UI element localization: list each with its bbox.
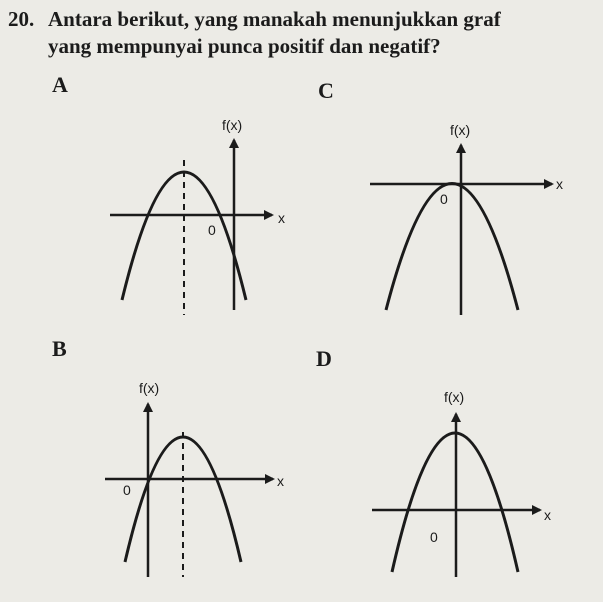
question-line-2: yang mempunyai punca positif dan negatif? [48,34,441,58]
question-line-1: Antara berikut, yang manakah menunjukkan graf [48,7,501,31]
question-number: 20. [8,7,35,31]
option-d-label[interactable]: D [316,346,332,371]
x-label: x [278,210,285,226]
question-text [8,6,596,60]
option-a-label[interactable]: A [52,72,68,97]
x-label: x [556,176,563,192]
origin-label: 0 [123,482,131,498]
parabola-curve [122,172,246,300]
option-d-graph [370,382,570,580]
origin-label: 0 [440,191,448,207]
option-c-label[interactable]: C [318,78,334,103]
parabola-curve [386,184,518,311]
origin-label: 0 [208,222,216,238]
x-label: x [544,507,551,523]
fx-label: f(x) [444,389,465,405]
option-a-graph [110,110,295,320]
origin-label: 0 [430,529,438,545]
option-c-graph [360,115,570,320]
x-label: x [277,473,284,489]
fx-label: f(x) [450,122,471,138]
option-b-graph [105,372,300,582]
fx-label: f(x) [139,380,160,396]
option-b-label[interactable]: B [52,336,67,361]
fx-label: f(x) [222,117,243,133]
